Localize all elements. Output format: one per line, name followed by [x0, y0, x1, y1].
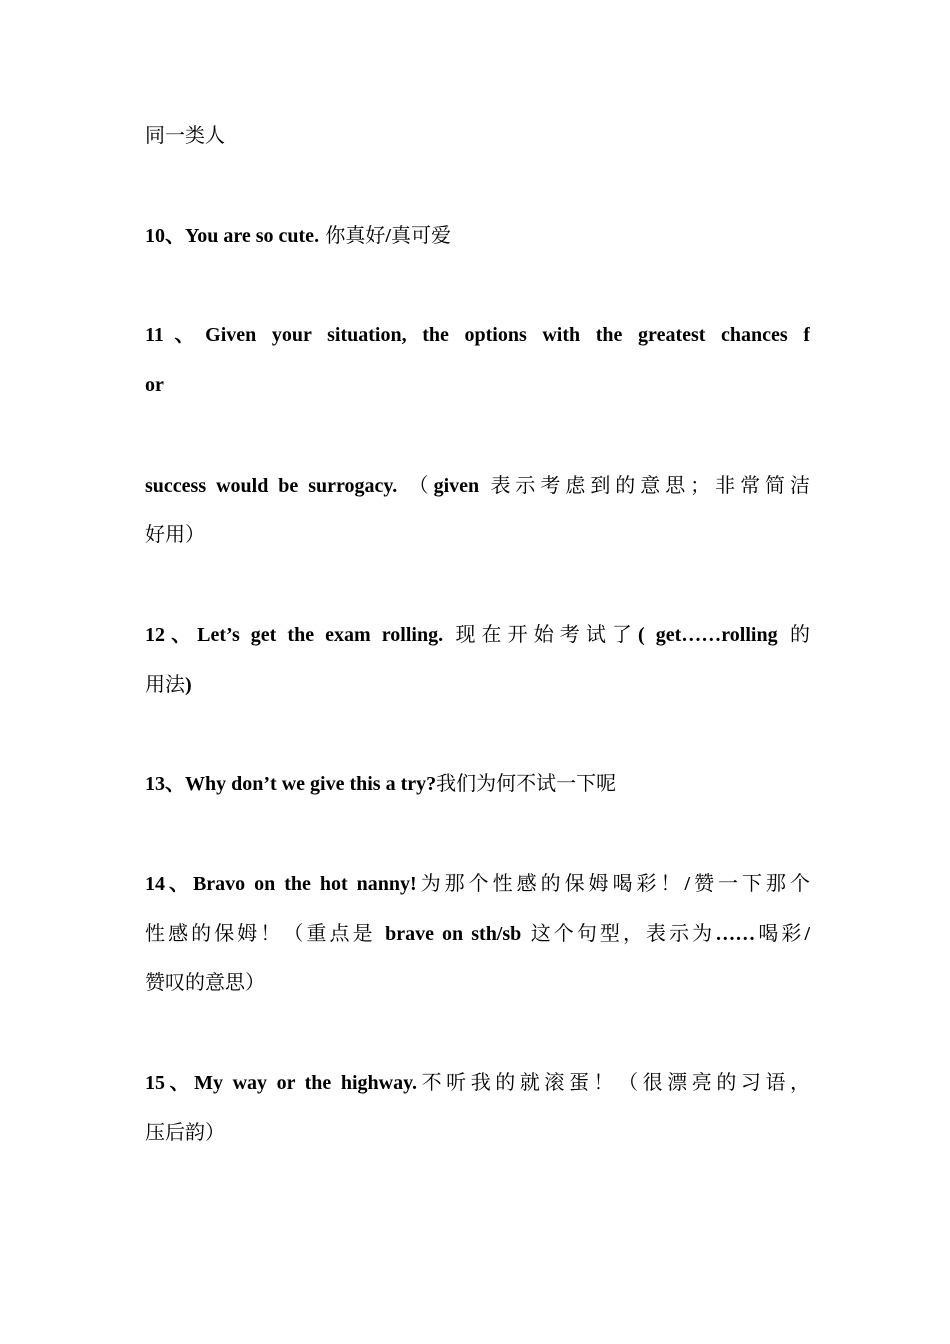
text-run: brave on sth/sb: [385, 923, 522, 945]
text-run: 好用）: [145, 522, 205, 546]
text-run: 我们为何不试一下呢: [436, 771, 617, 795]
text-run: given: [433, 475, 480, 497]
text-run: （: [397, 473, 434, 497]
text-run: success would be surrogacy.: [145, 475, 398, 497]
text-run: Bravo on the hot nanny!: [192, 873, 417, 895]
item-12-line-2: [145, 671, 810, 698]
text-run: 这个句型，表示为: [521, 921, 716, 945]
text-run: 10、: [145, 225, 185, 247]
text-run: or: [145, 374, 164, 396]
text-run: 压后韵）: [145, 1120, 225, 1144]
text-run: 不听我的就滚蛋！（很漂亮的习语，: [417, 1070, 810, 1094]
text-run: 性感的保姆！（重点是: [145, 921, 386, 945]
item-15-line-2: [145, 1119, 810, 1146]
text-run: /: [684, 873, 691, 895]
text-run: 赞叹的意思）: [145, 970, 265, 994]
text-run: ( get……rolling: [638, 624, 778, 646]
text-run: 表示考虑到的意思；非常简洁: [479, 473, 810, 497]
text-run: ): [185, 674, 192, 696]
text-run: 你真好: [319, 223, 386, 247]
item-11-line-2: [145, 372, 810, 398]
text-run: 14、: [145, 873, 193, 895]
text-run: 为那个性感的保姆喝彩！: [416, 871, 685, 895]
item-14-line-1: [145, 870, 810, 897]
text-run: 现在开始考试了: [443, 622, 638, 646]
text-run: 的: [777, 622, 810, 646]
item-12-line-1: [145, 621, 810, 648]
text-run: 用法: [145, 672, 185, 696]
text-run: 赞一下那个: [690, 871, 810, 895]
text-run: You are so cute.: [185, 225, 320, 247]
text-run: Why don’t we give this a try?: [185, 773, 437, 795]
item-14-line-2: [145, 920, 810, 947]
text-run: 喝彩: [755, 921, 805, 945]
item-15-line-1: [145, 1069, 810, 1096]
text-run: ……: [715, 923, 756, 945]
text-run: 真可爱: [390, 223, 451, 247]
text-run: /: [804, 923, 810, 945]
item-14-line-3: [145, 969, 810, 996]
text-run: 同一类人: [145, 123, 225, 147]
item-11-line-1: [145, 322, 810, 348]
item-11-line-3: [145, 472, 810, 499]
text-run: Given your situation, the options with the greatest chances f: [205, 324, 810, 346]
text-run: My way or the highway.: [194, 1072, 418, 1094]
text-run: /: [385, 225, 391, 247]
text-run: 15、: [145, 1072, 195, 1094]
item-13-line: [145, 770, 810, 797]
text-run: 13、: [145, 773, 185, 795]
text-run: 12、: [145, 624, 198, 646]
item-11-line-4: [145, 521, 810, 548]
text-line-1: [145, 122, 810, 149]
text-run: 11、: [145, 324, 206, 346]
item-10-line: [145, 222, 810, 249]
text-run: Let’s get the exam rolling.: [197, 624, 444, 646]
